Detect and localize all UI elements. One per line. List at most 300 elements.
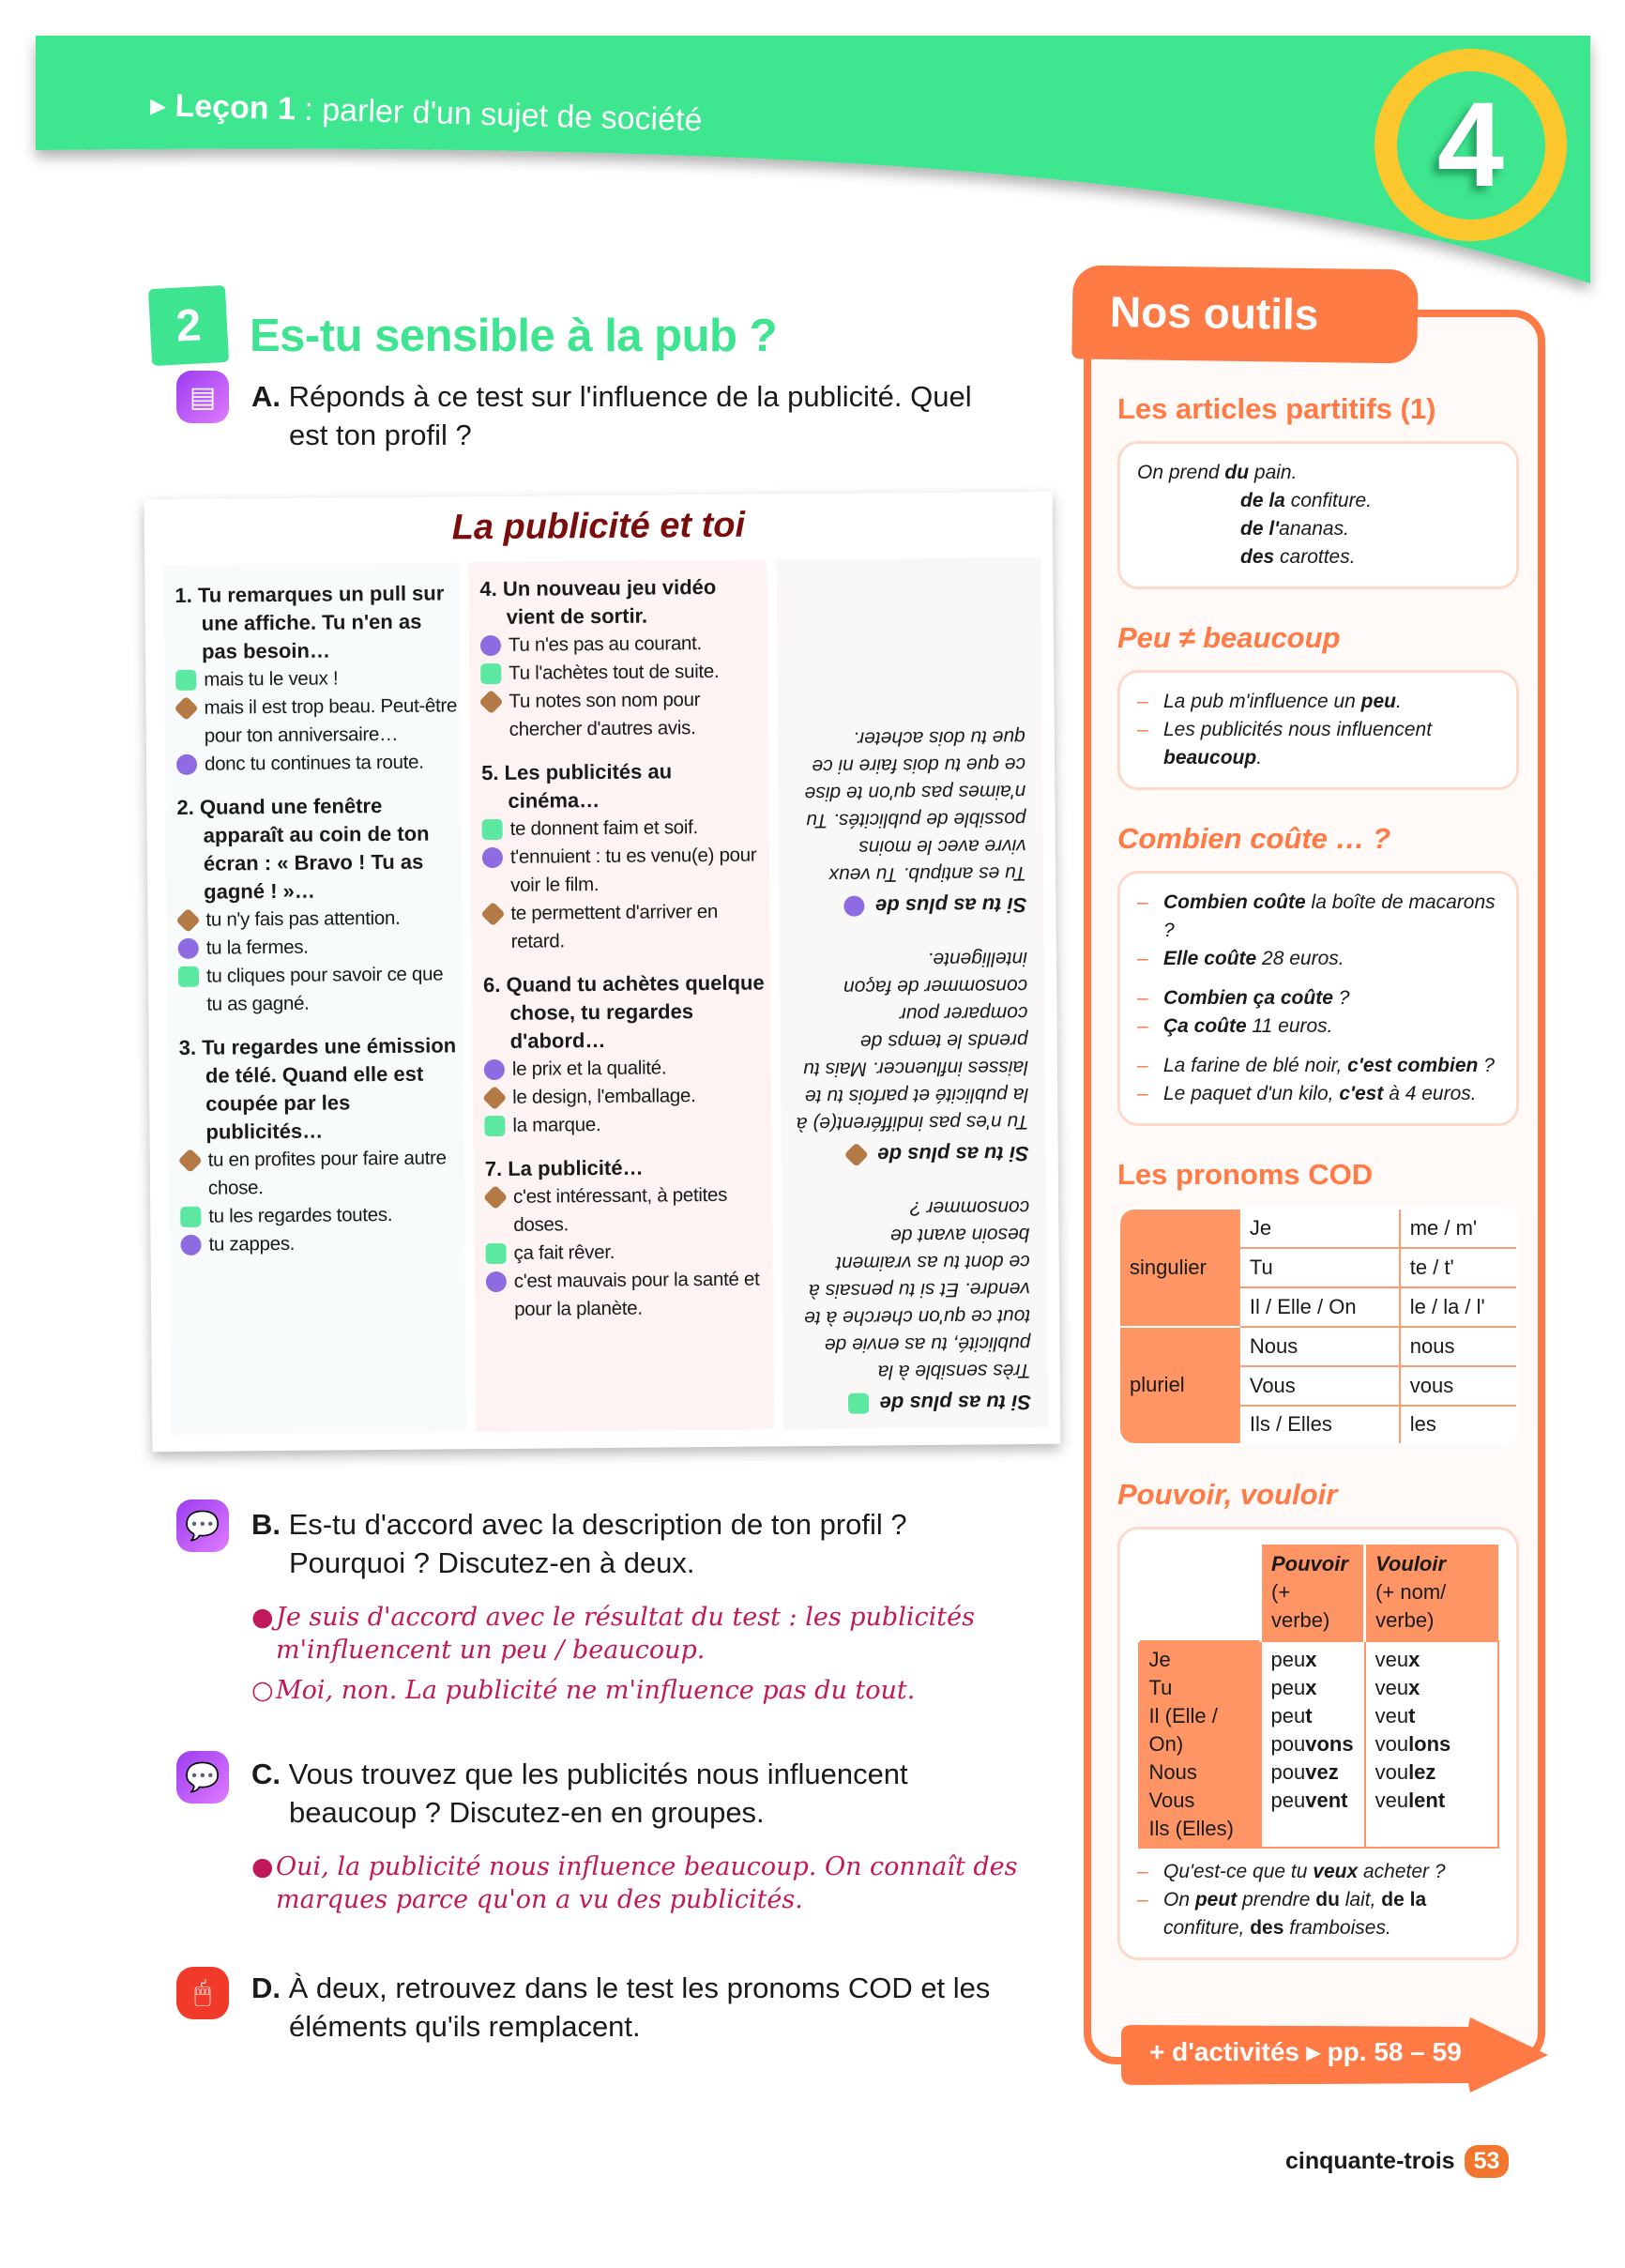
profile-heading-text: Si tu as plus de (879, 1391, 1032, 1416)
text-segment: de l' (1240, 518, 1280, 540)
section-number: 2 (148, 285, 229, 366)
cod-row (1119, 1209, 1518, 1248)
example-line (1137, 543, 1499, 571)
option-text: le design, l'emballage. (512, 1085, 696, 1108)
answer-option[interactable] (482, 841, 770, 900)
quiz-question (175, 579, 461, 779)
answer-line (251, 1674, 1021, 1707)
option-text: c'est mauvais pour la santé et pour la planète. (513, 1268, 760, 1320)
answer-option[interactable] (480, 685, 768, 744)
text-segment: c'est (1339, 1083, 1384, 1104)
profile-text: Très sensible à la publicité, tu as envie de tout ce qu'on cherche à te vendre. Et si tu pensais à ce dont tu as vraiment besoin avant de consommer ? (804, 1196, 1031, 1383)
example-line (1137, 1886, 1499, 1942)
text-segment: pain. (1249, 462, 1298, 483)
option-text: te permettent d'arriver en retard. (510, 900, 719, 952)
question-text: 4. Un nouveau jeu vidéo vient de sortir. (479, 574, 717, 629)
activity-text: Réponds à ce test sur l'influence de la publicité. Quel (288, 380, 972, 413)
dash-icon: – (1137, 1861, 1148, 1882)
option-text: c'est intéressant, à petites doses. (512, 1183, 728, 1236)
line-text (1163, 1012, 1333, 1041)
example-line (1137, 1052, 1499, 1080)
option-text: te donnent faim et soif. (509, 816, 698, 840)
conjugation (1375, 1758, 1488, 1787)
cod-pronoun: le / la / l' (1400, 1287, 1518, 1327)
text-segment: confiture, (1163, 1917, 1251, 1939)
stem: peu (1270, 1648, 1306, 1671)
line-text (1163, 945, 1344, 973)
text-segment: Ça coûte (1163, 1015, 1247, 1037)
unit-number: 4 (1397, 71, 1545, 220)
brown-marker-icon (175, 908, 200, 933)
question-text: 6. Quand tu achètes quelque chose, tu regardes d'abord… (483, 970, 765, 1053)
option-text: mais il est trop beau. Peut-être pour ton anniversaire… (204, 694, 458, 747)
profile-heading (792, 892, 1026, 919)
answer-option[interactable] (486, 1265, 774, 1324)
text-segment: des (1250, 1917, 1284, 1939)
stem: veu (1374, 1676, 1409, 1699)
text-segment: ? (1332, 987, 1350, 1009)
purple-marker-icon (480, 635, 501, 656)
text-segment: On (1163, 1889, 1195, 1910)
book-icon: ▤ (176, 371, 229, 423)
cod-pronoun: me / m' (1400, 1209, 1518, 1248)
ending: x (1408, 1648, 1420, 1671)
answer-line (251, 1850, 1021, 1916)
verb-body-row (1139, 1641, 1499, 1848)
verbs-box (1117, 1527, 1519, 1960)
section-title: Es-tu sensible à la pub ? (250, 311, 778, 361)
green-marker-icon (484, 1116, 505, 1136)
answer-option[interactable] (176, 748, 461, 779)
profiles-column (776, 557, 1048, 1429)
activity-text: Es-tu d'accord avec la description de ton profil ? (288, 1508, 907, 1541)
text-segment: des (1240, 546, 1275, 568)
text-segment: Combien coûte (1163, 891, 1306, 913)
profile (793, 945, 1029, 1167)
answer-option[interactable] (485, 1237, 772, 1268)
cod-heading: Les pronoms COD (1117, 1158, 1374, 1191)
lesson-label: Leçon 1 (174, 87, 296, 128)
green-marker-icon (482, 819, 503, 840)
profile-heading (795, 1141, 1029, 1167)
option-text: t'ennuient : tu es venu(e) pour voir le film. (509, 844, 757, 896)
verb-note: (+ nom/ verbe) (1375, 1580, 1447, 1632)
quiz-question (481, 756, 770, 956)
discussion-icon: 💬 (176, 1751, 229, 1804)
ending: t (1305, 1704, 1313, 1728)
activity-text: éléments qu'ils remplacent. (289, 2010, 641, 2043)
tools-tab-title: Nos outils (1071, 265, 1418, 363)
verb-header (1365, 1545, 1498, 1641)
line-text (1163, 984, 1349, 1012)
dash-icon: – (1137, 691, 1148, 712)
text-segment: La pub m'influence un (1163, 691, 1361, 712)
text-segment: Combien ça coûte (1163, 987, 1333, 1009)
option-text: Tu n'es pas au courant. (508, 632, 703, 656)
cod-pronoun: vous (1400, 1366, 1518, 1406)
conjugation (1375, 1730, 1488, 1758)
brown-marker-icon (480, 902, 505, 926)
quiz-question (485, 1152, 774, 1324)
text-segment: framboises. (1283, 1917, 1391, 1939)
peu-box (1117, 670, 1519, 790)
cod-row (1119, 1327, 1518, 1366)
stem: pou (1270, 1732, 1306, 1756)
option-text: tu en profites pour faire autre chose. (207, 1147, 447, 1199)
text-segment: Elle coûte (1163, 948, 1257, 969)
vouloir-cell (1365, 1641, 1498, 1848)
green-marker-icon (175, 670, 196, 691)
quiz-column-1 (163, 562, 466, 1435)
dash-icon: – (1137, 987, 1148, 1009)
brown-marker-icon (483, 1185, 508, 1210)
subject-pronoun: Nous (1239, 1327, 1400, 1366)
conjugation (1271, 1702, 1355, 1730)
text-segment: ? (1478, 1055, 1495, 1076)
example-answers-c (251, 1850, 1021, 1924)
conjugation (1375, 1787, 1488, 1815)
conjugation (1271, 1730, 1355, 1758)
text-segment: c'est combien (1347, 1055, 1479, 1076)
stem: veu (1374, 1789, 1409, 1812)
verb-name: Pouvoir (1271, 1552, 1348, 1575)
cod-pronoun: nous (1400, 1327, 1518, 1366)
bullet-icon: ● (251, 1852, 274, 1881)
partitifs-heading: Les articles partitifs (1) (1117, 392, 1436, 425)
text-segment: beaucoup (1163, 747, 1257, 769)
activity-b (251, 1505, 1021, 1582)
subject-pronoun: Il / Elle / On (1239, 1287, 1400, 1327)
profiles-upside-down (776, 557, 1048, 1429)
text-segment: à 4 euros. (1383, 1083, 1477, 1104)
answer-text: Moi, non. La publicité ne m'influence pas du tout. (276, 1676, 916, 1705)
brown-marker-icon (178, 1149, 203, 1173)
option-text: tu cliques pour savoir ce que tu as gagné. (205, 963, 444, 1015)
subject: Ils (Elles) (1148, 1817, 1234, 1840)
activity-text: est ton profil ? (289, 419, 472, 451)
green-marker-icon (180, 1207, 201, 1227)
text-segment: carottes. (1274, 546, 1356, 568)
lesson-topic: : parler d'un sujet de société (295, 91, 703, 139)
text-segment: . (1256, 747, 1263, 769)
activity-text: À deux, retrouvez dans le test les pronoms COD et les (288, 1971, 991, 2004)
profile (791, 723, 1027, 919)
text-segment: du (1224, 462, 1250, 483)
combien-heading: Combien coûte … ? (1117, 822, 1391, 855)
quiz-question (179, 1031, 465, 1259)
answer-option[interactable] (178, 932, 463, 963)
subject-pronoun: Ils / Elles (1239, 1406, 1400, 1445)
stem: vou (1374, 1760, 1409, 1784)
option-text: Tu notes son nom pour chercher d'autres avis. (509, 689, 701, 740)
example-line (1137, 515, 1499, 543)
text-segment: acheter ? (1358, 1861, 1446, 1882)
verbs-table (1137, 1545, 1499, 1849)
option-text: mais tu le veux ! (204, 667, 339, 691)
dash-icon: – (1137, 1083, 1148, 1104)
example-line (1137, 716, 1499, 772)
green-marker-icon (486, 1243, 507, 1264)
dash-icon: – (1137, 948, 1148, 969)
page-words: cinquante-trois (1285, 2148, 1455, 2174)
example-line (1137, 688, 1499, 716)
activity-letter: A. (251, 380, 281, 413)
discussion-icon: 💬 (176, 1499, 229, 1552)
answer-option[interactable] (180, 1144, 465, 1203)
answer-option[interactable] (484, 1053, 771, 1084)
text-segment: confiture. (1284, 490, 1373, 511)
option-text: Tu l'achètes tout de suite. (509, 660, 720, 684)
dash-icon: – (1137, 719, 1148, 740)
brown-marker-icon (478, 690, 503, 714)
ending: x (1408, 1676, 1420, 1699)
stem: vou (1374, 1732, 1409, 1756)
verbs-examples (1137, 1858, 1499, 1942)
example-line (1137, 487, 1499, 515)
option-text: tu les regardes toutes. (208, 1203, 393, 1227)
conjugation (1375, 1646, 1488, 1674)
green-marker-icon (480, 663, 501, 684)
example-line (1137, 945, 1499, 973)
activity-text: beaucoup ? Discutez-en en groupes. (289, 1796, 765, 1829)
profile-heading (797, 1390, 1031, 1416)
verb-header (1261, 1545, 1365, 1641)
purple-marker-icon (178, 938, 199, 959)
activity-text: Vous trouvez que les publicités nous influencent (288, 1758, 908, 1790)
example-line (1137, 1080, 1499, 1108)
profile-text: Tu es antipub. Tu veux vivre avec le moins possible de publicités. Tu n'aimes pas qu'on te dise ce que tu dois faire ni ce que tu dois acheter. (804, 726, 1027, 886)
option-text: donc tu continues ta route. (204, 751, 424, 775)
dash-icon: – (1137, 1015, 1148, 1037)
answer-option[interactable] (177, 904, 462, 935)
cod-pronoun: les (1400, 1406, 1518, 1445)
text-segment: 28 euros. (1256, 948, 1344, 969)
brown-marker-icon (843, 1142, 868, 1166)
ending: lons (1408, 1732, 1451, 1756)
option-text: le prix et la qualité. (511, 1057, 667, 1080)
more-activities-label: + d'activités ▸ pp. 58 – 59 (1149, 2037, 1462, 2066)
text-segment: On prend (1137, 462, 1225, 483)
purple-marker-icon (484, 1059, 505, 1080)
combien-box (1117, 871, 1519, 1126)
line-text (1163, 889, 1499, 945)
text-segment: peu (1360, 691, 1396, 712)
example-line (1137, 459, 1499, 487)
stem: veu (1374, 1648, 1409, 1671)
option-text: la marque. (512, 1114, 601, 1136)
activity-c (251, 1755, 1021, 1832)
cod-pronoun: te / t' (1400, 1248, 1518, 1287)
answer-option[interactable] (482, 897, 770, 956)
line-text (1163, 1080, 1477, 1108)
ending: t (1408, 1704, 1416, 1728)
line-text (1163, 1886, 1499, 1942)
option-text: tu zappes. (208, 1232, 296, 1256)
subject-pronoun: Vous (1239, 1366, 1400, 1406)
example-line (1137, 889, 1499, 945)
bullet-icon: ○ (251, 1676, 274, 1705)
page-number: 53 (1465, 2145, 1510, 2178)
activity-text: Pourquoi ? Discutez-en à deux. (289, 1546, 695, 1579)
text-segment: prendre (1237, 1889, 1316, 1910)
answer-option[interactable] (484, 1109, 771, 1140)
ending: vent (1305, 1789, 1348, 1812)
empty-header (1139, 1545, 1261, 1641)
purple-marker-icon (176, 754, 197, 775)
text-segment: Le paquet d'un kilo, (1163, 1083, 1340, 1104)
example-line (1137, 1858, 1499, 1886)
green-marker-icon (178, 967, 199, 987)
quiz-question (176, 791, 463, 1019)
ending: lent (1408, 1789, 1446, 1812)
answer-option[interactable] (480, 629, 767, 660)
activity-a (251, 377, 1021, 454)
example-line (1137, 984, 1499, 1012)
text-segment: veux (1313, 1861, 1359, 1882)
ending: vez (1305, 1760, 1339, 1784)
purple-marker-icon (180, 1235, 201, 1256)
question-text: 5. Les publicités au cinéma… (481, 759, 673, 813)
ending: lez (1408, 1760, 1436, 1784)
subject-pronoun: Tu (1239, 1248, 1400, 1287)
text-segment: lait, (1339, 1889, 1382, 1910)
ending: x (1305, 1648, 1317, 1671)
conjugation (1271, 1646, 1355, 1674)
subject: Tu (1148, 1676, 1173, 1699)
activity-d (251, 1969, 1021, 2046)
question-text: 2. Quand une fenêtre apparaît au coin de ton écran : « Bravo ! Tu as gagné ! »… (176, 794, 430, 904)
quiz-card (144, 492, 1061, 1452)
option-text: tu la fermes. (205, 936, 309, 959)
text-segment: ananas. (1279, 518, 1349, 540)
conjugation (1375, 1674, 1488, 1702)
answer-option[interactable] (175, 663, 460, 694)
answer-option[interactable] (175, 692, 461, 751)
subjects-cell (1139, 1641, 1261, 1848)
answer-option[interactable] (480, 657, 767, 688)
conjugation (1375, 1702, 1488, 1730)
peu-heading: Peu ≠ beaucoup (1117, 621, 1341, 654)
quiz-question (483, 968, 772, 1140)
verb-note: (+ verbe) (1271, 1580, 1330, 1632)
line-text (1163, 1052, 1495, 1080)
answer-option[interactable] (178, 960, 463, 1019)
play-triangle-icon: ▸ (149, 87, 176, 124)
brown-marker-icon (174, 696, 198, 721)
stem: peu (1270, 1789, 1306, 1812)
verb-name: Vouloir (1375, 1552, 1447, 1575)
answer-line (251, 1601, 1021, 1667)
subject-pronoun: Je (1239, 1209, 1400, 1248)
dash-icon: – (1137, 891, 1148, 913)
purple-marker-icon (843, 896, 864, 917)
unit-badge (1374, 49, 1567, 241)
brown-marker-icon (482, 1086, 507, 1110)
line-text (1163, 716, 1499, 772)
spacer (1137, 1041, 1499, 1052)
text-segment: peut (1194, 1889, 1238, 1910)
conjugation (1271, 1758, 1355, 1787)
subject: Vous (1148, 1789, 1195, 1812)
answer-text: Oui, la publicité nous influence beaucoup. On connaît des marques parce qu'on a vu des publicités. (276, 1852, 1018, 1914)
text-segment: . (1396, 691, 1402, 712)
partitifs-box (1117, 441, 1519, 589)
answer-option[interactable] (484, 1081, 771, 1112)
text-segment: de la (1240, 490, 1285, 511)
text-segment: du (1315, 1889, 1340, 1910)
verbs-heading: Pouvoir, vouloir (1117, 1478, 1338, 1511)
verb-header-row (1139, 1545, 1499, 1641)
text-segment: de la (1381, 1889, 1427, 1910)
activity-letter: D. (251, 1971, 281, 2004)
question-text: 3. Tu regardes une émission de télé. Quand elle est coupée par les publicités… (178, 1033, 457, 1144)
quiz-column-2 (468, 559, 774, 1432)
spacer (1137, 973, 1499, 984)
purple-marker-icon (482, 847, 503, 868)
quiz-question (479, 572, 768, 744)
page-footer (1285, 2145, 1509, 2178)
profile-heading-text: Si tu as plus de (874, 893, 1027, 919)
subject: Il (Elle / On) (1148, 1704, 1218, 1756)
green-marker-icon (848, 1393, 869, 1414)
example-line (1137, 1012, 1499, 1041)
cod-group-label: pluriel (1119, 1327, 1239, 1445)
question-text: 7. La publicité… (484, 1155, 644, 1181)
question-text: 1. Tu remarques un pull sur une affiche. Tu n'en as pas besoin… (175, 581, 445, 663)
profile-text: Tu n'es pas indifférent(e) à la publicité et parfois tu te laisses influencer. Mais tu prends le temps de comparer pour consommer de façon intelligente. (796, 948, 1029, 1135)
pouvoir-cell (1261, 1641, 1365, 1848)
text-segment: la boîte de macarons ? (1163, 891, 1496, 941)
quiz-title: La publicité et toi (451, 505, 746, 548)
ending: vons (1305, 1732, 1354, 1756)
text-segment: 11 euros. (1246, 1015, 1333, 1037)
line-text (1163, 688, 1402, 716)
stem: pou (1270, 1760, 1306, 1784)
line-text (1163, 1858, 1446, 1886)
ending: x (1305, 1676, 1317, 1699)
text-segment: La farine de blé noir, (1163, 1055, 1348, 1076)
activity-letter: C. (251, 1758, 281, 1790)
tools-panel (1084, 310, 1545, 2064)
answer-text: Je suis d'accord avec le résultat du test : les publicités m'influencent un peu / beaucoup. (276, 1603, 975, 1665)
answer-option[interactable] (180, 1228, 464, 1259)
answer-option[interactable] (485, 1180, 773, 1240)
mouse-icon: 🖱 (176, 1967, 229, 2019)
dash-icon: – (1137, 1889, 1148, 1910)
cod-group-label: singulier (1119, 1209, 1239, 1327)
text-segment: Qu'est-ce que tu (1163, 1861, 1314, 1882)
text-segment: Les publicités nous influencent (1163, 719, 1433, 740)
answer-option[interactable] (482, 813, 769, 844)
example-answers-b (251, 1601, 1021, 1714)
conjugation (1271, 1674, 1355, 1702)
stem: peu (1270, 1704, 1306, 1728)
stem: veu (1374, 1704, 1409, 1728)
dash-icon: – (1137, 1055, 1148, 1076)
profile-heading-text: Si tu as plus de (877, 1142, 1029, 1167)
answer-option[interactable] (180, 1200, 464, 1231)
bullet-icon: ● (251, 1603, 274, 1632)
activity-letter: B. (251, 1508, 281, 1541)
option-text: ça fait rêver. (513, 1241, 615, 1264)
subject: Nous (1148, 1760, 1197, 1784)
more-activities-button[interactable] (1112, 2017, 1553, 2093)
conjugation (1271, 1787, 1355, 1815)
subject: Je (1148, 1648, 1171, 1671)
cod-table (1117, 1207, 1519, 1446)
profile (795, 1194, 1031, 1416)
stem: peu (1270, 1676, 1306, 1699)
